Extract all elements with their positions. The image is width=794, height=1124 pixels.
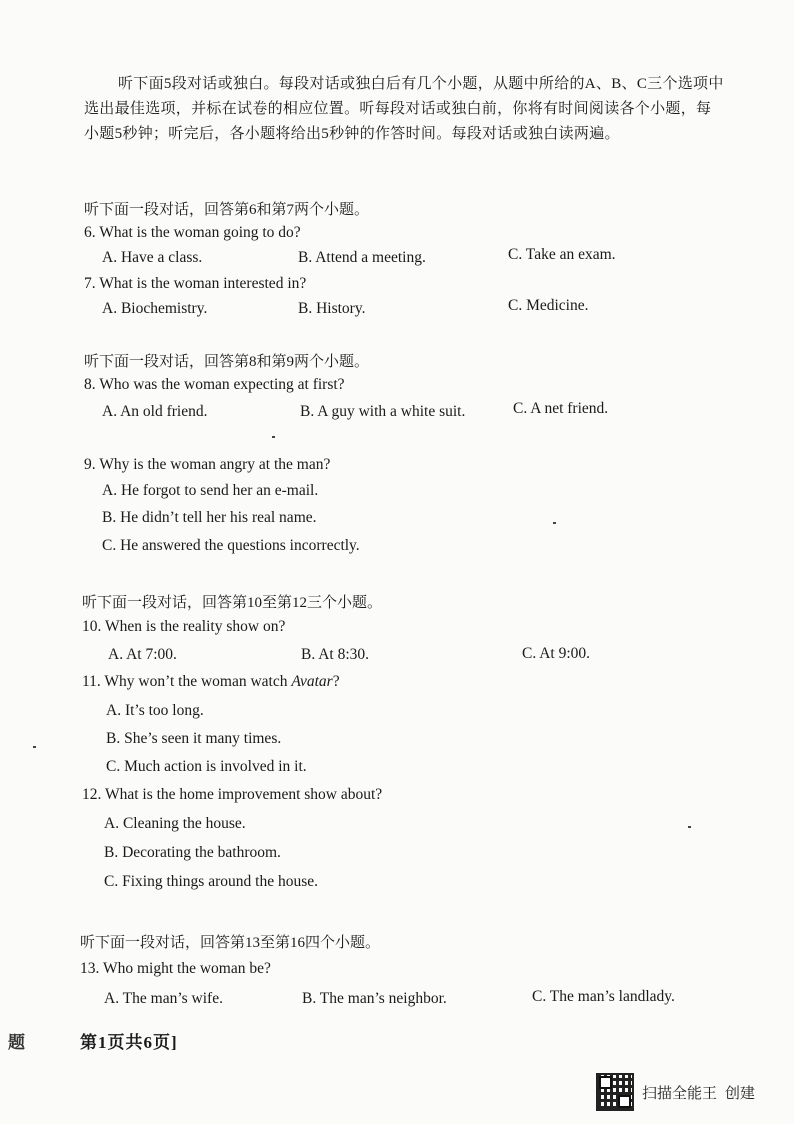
page-number: 第1页共6页] [80,1033,178,1052]
scanner-action: 创建 [725,1083,756,1102]
question-stem: 13. Who might the woman be? [80,960,271,977]
option-b: B. A guy with a white suit. [300,403,466,420]
option-c: C. The man’s landlady. [532,988,675,1005]
option-a: A. At 7:00. [108,646,177,663]
option-a: A. The man’s wife. [104,990,223,1007]
option-b: B. Attend a meeting. [298,249,426,266]
option-c: C. A net friend. [513,400,609,417]
scan-speck [272,436,275,438]
qr-code-icon [596,1073,634,1111]
question-stem: 10. When is the reality show on? [82,618,286,635]
scanner-watermark [596,1072,763,1112]
option-c: C. At 9:00. [522,645,591,662]
option-a: A. He forgot to send her an e-mail. [102,482,319,499]
option-c: C. Much action is involved in it. [106,758,307,775]
option-b: B. History. [298,300,366,317]
question-stem: 7. What is the woman interested in? [84,275,307,292]
movie-title: Avatar [291,673,333,690]
footer-mark: 题 [8,1033,26,1052]
option-a: A. Have a class. [102,249,203,266]
section-heading: 听下面一段对话，回答第13至第16四个小题。 [80,935,381,951]
question-stem: 8. Who was the woman expecting at first? [84,376,345,393]
option-b: B. Decorating the bathroom. [104,844,281,861]
instructions [84,72,724,147]
option-a: A. Cleaning the house. [104,815,246,832]
option-a: A. An old friend. [102,403,208,420]
section-heading: 听下面一段对话，回答第10至第12三个小题。 [82,595,383,611]
question-mark: ? [332,673,340,690]
instructions-text: 听下面5段对话或独白。每段对话或独白后有几个小题，从题中所给的A、B、C三个选项中选出最佳选项，并标在试卷的相应位置。听每段对话或独白前，你将有时间阅读各个小题，每小题5秒钟；听完后，各小题将给出5秒钟的作答时间。每段对话或独白读两遍。 [84,76,724,142]
option-c: C. He answered the questions incorrectly. [102,537,360,554]
option-a: A. It’s too long. [106,702,204,719]
question-stem: 6. What is the woman going to do? [84,224,301,241]
option-b: B. At 8:30. [301,646,370,663]
question-stem: 12. What is the home improvement show about? [82,786,383,803]
scanner-app-name: 扫描全能王 [642,1083,718,1102]
section-heading: 听下面一段对话，回答第8和第9两个小题。 [84,354,370,370]
option-b: B. She’s seen it many times. [106,730,282,747]
option-b: B. The man’s neighbor. [302,990,447,1007]
question-stem [82,673,340,691]
option-b: B. He didn’t tell her his real name. [102,509,317,526]
scan-speck [33,746,36,748]
option-c: C. Take an exam. [508,246,616,263]
option-a: A. Biochemistry. [102,300,208,317]
option-c: C. Medicine. [508,297,589,314]
scan-speck [688,826,691,828]
section-heading: 听下面一段对话，回答第6和第7两个小题。 [84,202,370,218]
page-footer [8,1028,178,1053]
scanner-label [642,1082,763,1103]
question-stem: 9. Why is the woman angry at the man? [84,456,331,473]
scan-speck [553,522,556,524]
question-stem-text: 11. Why won’t the woman watch [82,673,292,690]
option-c: C. Fixing things around the house. [104,873,318,890]
